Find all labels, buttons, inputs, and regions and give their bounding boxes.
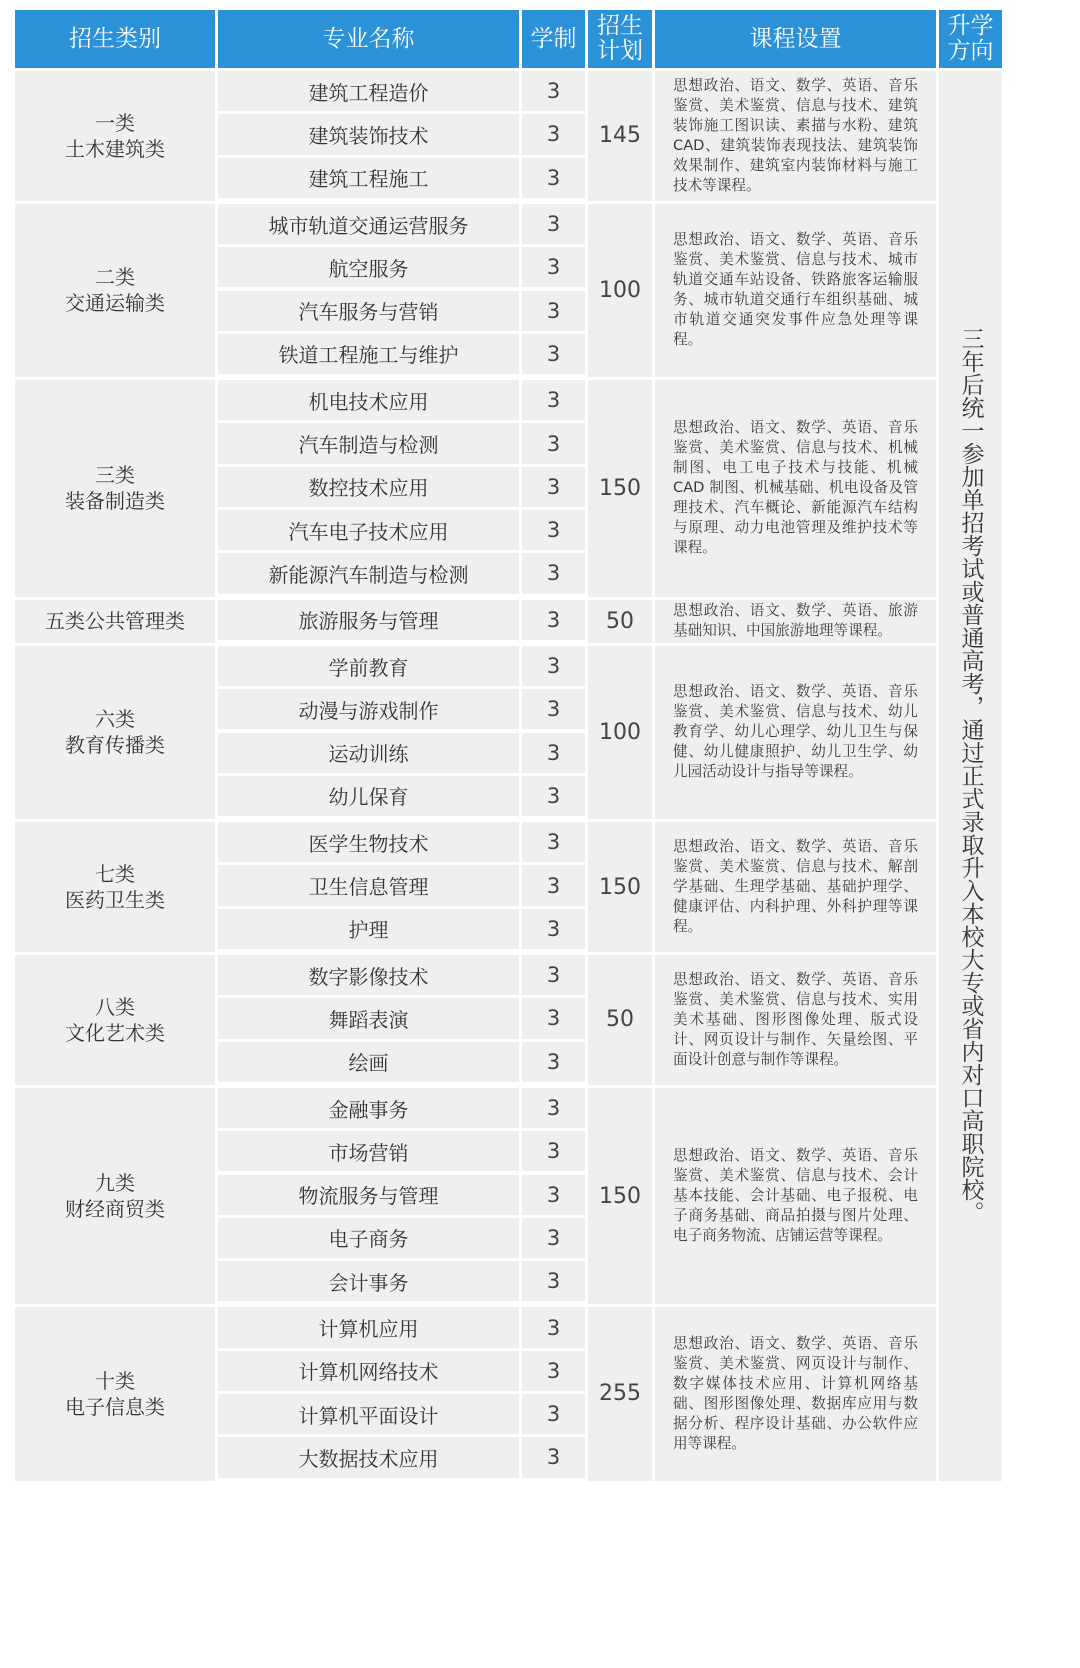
category-cell-text: 六类 教育传播类 [65,707,165,758]
plan-cell [588,71,652,201]
years-cell [522,733,585,773]
plan-cell-text: 255 [599,1381,641,1407]
major-cell [218,600,519,640]
header-years-label: 学制 [530,25,577,52]
years-cell [522,646,585,686]
years-cell-text: 3 [546,963,561,988]
major-cell-text: 医学生物技术 [308,831,429,856]
major-cell [218,998,519,1038]
years-cell [522,510,585,550]
years-cell-text: 3 [546,1269,561,1294]
major-cell-text: 汽车电子技术应用 [288,519,449,544]
major-cell-text: 学前教育 [328,655,409,680]
years-cell-text: 3 [546,873,561,898]
major-cell-text: 建筑装饰技术 [308,123,429,148]
major-cell [218,380,519,420]
major-cell [218,1131,519,1171]
header-direction [939,10,1002,68]
years-cell-text: 3 [546,298,561,323]
plan-cell [588,1088,652,1305]
years-cell-text: 3 [546,212,561,237]
years-cell [522,1175,585,1215]
category-cell-text: 二类 交通运输类 [65,265,165,316]
plan-cell-text: 145 [599,123,641,149]
major-cell [218,291,519,331]
major-cell [218,204,519,244]
years-cell [522,998,585,1038]
courses-cell [655,1307,936,1480]
major-cell-text: 城市轨道交通运营服务 [268,213,469,238]
years-cell-text: 3 [546,561,561,586]
category-cell [15,204,215,377]
plan-cell [588,600,652,643]
years-cell [522,1351,585,1391]
category-cell [15,822,215,952]
years-cell-text: 3 [546,1225,561,1250]
years-cell-text: 3 [546,607,561,632]
courses-cell-text: 思想政治、语文、数学、英语、音乐鉴赏、美术鉴赏、信息与技术、城市轨道交通车站设备、铁路旅客运输服务、城市轨道交通行车组织基础、城市轨道交通突发事件应急处理等课程。 [673,231,918,349]
major-cell [218,334,519,374]
header-category [15,10,215,68]
years-cell-text: 3 [546,1315,561,1340]
major-cell-text: 幼儿保育 [328,785,409,810]
category-cell [15,1088,215,1305]
major-cell-text: 金融事务 [328,1097,409,1122]
years-cell [522,423,585,463]
major-cell [218,158,519,198]
category-cell [15,380,215,597]
major-cell-text: 计算机应用 [318,1317,419,1342]
courses-cell [655,71,936,201]
years-cell-text: 3 [546,1096,561,1121]
years-cell-text: 3 [546,474,561,499]
major-cell [218,689,519,729]
years-cell [522,334,585,374]
major-cell-text: 数控技术应用 [308,476,429,501]
direction-cell [939,71,1002,1481]
years-cell [522,1437,585,1477]
major-cell-text: 汽车服务与营销 [298,300,439,325]
category-cell [15,955,215,1085]
header-direction-label: 升学 方向 [947,13,994,64]
courses-cell [655,1088,936,1305]
major-cell-text: 数字影像技术 [308,964,429,989]
major-cell-text: 大数据技术应用 [298,1446,439,1471]
years-cell-text: 3 [546,341,561,366]
plan-cell [588,646,652,819]
direction-cell-text: 三年后统一参加单招考试或普通高考，通过正式录取升入本校大专或省内对口高职院校。 [957,327,984,1225]
category-cell-text: 三类 装备制造类 [65,463,165,514]
category-cell-text: 五类公共管理类 [45,609,185,634]
category-cell [15,1307,215,1480]
years-cell [522,955,585,995]
courses-cell [655,600,936,643]
header-major [218,10,519,68]
major-cell-text: 舞蹈表演 [328,1007,409,1032]
years-cell [522,1088,585,1128]
major-cell [218,467,519,507]
category-cell-text: 七类 医药卫生类 [65,862,165,913]
years-cell [522,467,585,507]
years-cell-text: 3 [546,1049,561,1074]
courses-cell-text: 思想政治、语文、数学、英语、音乐鉴赏、美术鉴赏、信息与技术、幼儿教育学、幼儿心理学、幼儿卫生与保健、幼儿健康照护、幼儿卫生学、幼儿园活动设计与指导等课程。 [673,683,918,781]
header-years [522,10,585,68]
years-cell-text: 3 [546,79,561,104]
courses-cell [655,204,936,377]
years-cell [522,1042,585,1082]
plan-cell-text: 150 [599,475,641,501]
major-cell-text: 卫生信息管理 [308,875,429,900]
years-cell-text: 3 [546,431,561,456]
category-cell [15,71,215,201]
plan-cell-text: 100 [599,719,641,745]
category-cell [15,600,215,643]
years-cell-text: 3 [546,388,561,413]
plan-cell [588,204,652,377]
plan-cell [588,955,652,1085]
years-cell [522,1218,585,1258]
major-cell [218,1307,519,1347]
major-cell [218,1218,519,1258]
years-cell [522,909,585,949]
years-cell-text: 3 [546,783,561,808]
major-cell [218,1261,519,1301]
major-cell-text: 市场营销 [328,1140,409,1165]
major-cell [218,1394,519,1434]
major-cell [218,247,519,287]
category-cell-text: 一类 土木建筑类 [65,110,165,161]
category-cell-text: 八类 文化艺术类 [65,994,165,1045]
major-cell-text: 计算机网络技术 [298,1360,439,1385]
major-cell-text: 建筑工程施工 [308,167,429,192]
years-cell-text: 3 [546,1182,561,1207]
courses-cell [655,646,936,819]
major-cell-text: 物流服务与管理 [298,1184,439,1209]
major-cell [218,909,519,949]
plan-cell-text: 100 [599,277,641,303]
major-cell-text: 动漫与游戏制作 [298,698,439,723]
header-major-label: 专业名称 [322,25,415,52]
major-cell [218,733,519,773]
major-cell-text: 绘画 [348,1051,389,1076]
major-cell-text: 航空服务 [328,256,409,281]
header-plan [588,10,652,68]
courses-cell [655,822,936,952]
courses-cell-text: 思想政治、语文、数学、英语、音乐鉴赏、美术鉴赏、信息与技术、实用美术基础、图形图像处理、版式设计、网页设计与制作、矢量绘图、平面设计创意与制作等课程。 [673,970,918,1068]
category-cell [15,646,215,819]
header-plan-label: 招生 计划 [597,13,643,64]
header-courses [655,10,936,68]
header-courses-label: 课程设置 [749,25,842,52]
courses-cell [655,380,936,597]
years-cell [522,865,585,905]
major-cell-text: 汽车制造与检测 [298,433,439,458]
major-cell [218,646,519,686]
plan-cell-text: 150 [599,874,641,900]
courses-cell-text: 思想政治、语文、数学、英语、音乐鉴赏、美术鉴赏、信息与技术、建筑装饰施工图识读、素描与水粉、建筑CAD、建筑装饰表现技法、建筑装饰效果制作、建筑室内装饰材料与施工技术等课程。 [673,76,918,194]
major-cell [218,423,519,463]
plan-cell [588,1307,652,1480]
courses-cell-text: 思想政治、语文、数学、英语、音乐鉴赏、美术鉴赏、信息与技术、会计基本技能、会计基础、电子报税、电子商务基础、商品拍摄与图片处理、电子商务物流、店铺运营等课程。 [673,1147,918,1245]
years-cell-text: 3 [546,697,561,722]
years-cell [522,1131,585,1171]
major-cell [218,71,519,111]
years-cell-text: 3 [546,916,561,941]
years-cell-text: 3 [546,740,561,765]
years-cell-text: 3 [546,518,561,543]
years-cell-text: 3 [546,1402,561,1427]
years-cell [522,1394,585,1434]
major-cell-text: 新能源汽车制造与检测 [268,562,469,587]
major-cell-text: 机电技术应用 [308,389,429,414]
major-cell-text: 护理 [348,918,389,943]
years-cell-text: 3 [546,1445,561,1470]
years-cell-text: 3 [546,654,561,679]
years-cell [522,380,585,420]
major-cell [218,822,519,862]
courses-cell-text: 思想政治、语文、数学、英语、音乐鉴赏、美术鉴赏、网页设计与制作、数字媒体技术应用、计算机网络基础、图形图像处理、数据库应用与数据分析、程序设计基础、办公软件应用等课程。 [673,1334,918,1452]
years-cell [522,204,585,244]
major-cell [218,1351,519,1391]
major-cell [218,955,519,995]
major-cell-text: 运动训练 [328,742,409,767]
years-cell [522,776,585,816]
years-cell [522,822,585,862]
major-cell [218,510,519,550]
major-cell [218,1437,519,1477]
courses-cell-text: 思想政治、语文、数学、英语、音乐鉴赏、美术鉴赏、信息与技术、机械制图、电工电子技术与技能、机械CAD 制图、机械基础、机电设备及管理技术、汽车概论、新能源汽车结构与原理、动力电池管理及维护技术等课程。 [673,419,918,557]
major-cell [218,553,519,593]
courses-cell-text: 思想政治、语文、数学、英语、音乐鉴赏、美术鉴赏、信息与技术、解剖学基础、生理学基础、基础护理学、健康评估、内科护理、外科护理等课程。 [673,838,918,936]
major-cell-text: 会计事务 [328,1270,409,1295]
years-cell [522,158,585,198]
years-cell [522,600,585,640]
years-cell-text: 3 [546,165,561,190]
years-cell [522,689,585,729]
years-cell [522,114,585,154]
major-cell [218,1175,519,1215]
major-cell-text: 电子商务 [328,1227,409,1252]
courses-cell [655,955,936,1085]
plan-cell-text: 50 [606,1007,634,1033]
years-cell-text: 3 [546,122,561,147]
major-cell-text: 铁道工程施工与维护 [278,343,459,368]
major-cell [218,1088,519,1128]
major-cell-text: 旅游服务与管理 [298,609,439,634]
years-cell [522,291,585,331]
years-cell [522,553,585,593]
enrollment-table [15,10,1070,1662]
major-cell [218,114,519,154]
courses-cell-text: 思想政治、语文、数学、英语、旅游基础知识、中国旅游地理等课程。 [673,602,918,640]
years-cell-text: 3 [546,1006,561,1031]
years-cell-text: 3 [546,1139,561,1164]
major-cell [218,776,519,816]
plan-cell-text: 50 [606,608,634,634]
plan-cell-text: 150 [599,1183,641,1209]
plan-cell [588,822,652,952]
category-cell-text: 九类 财经商贸类 [65,1171,165,1222]
major-cell-text: 建筑工程造价 [308,80,429,105]
years-cell [522,1307,585,1347]
years-cell-text: 3 [546,1358,561,1383]
category-cell-text: 十类 电子信息类 [65,1368,165,1419]
years-cell [522,71,585,111]
years-cell-text: 3 [546,255,561,280]
years-cell [522,247,585,287]
major-cell [218,865,519,905]
major-cell [218,1042,519,1082]
years-cell-text: 3 [546,830,561,855]
major-cell-text: 计算机平面设计 [298,1403,439,1428]
plan-cell [588,380,652,597]
years-cell [522,1261,585,1301]
header-category-label: 招生类别 [69,25,161,52]
